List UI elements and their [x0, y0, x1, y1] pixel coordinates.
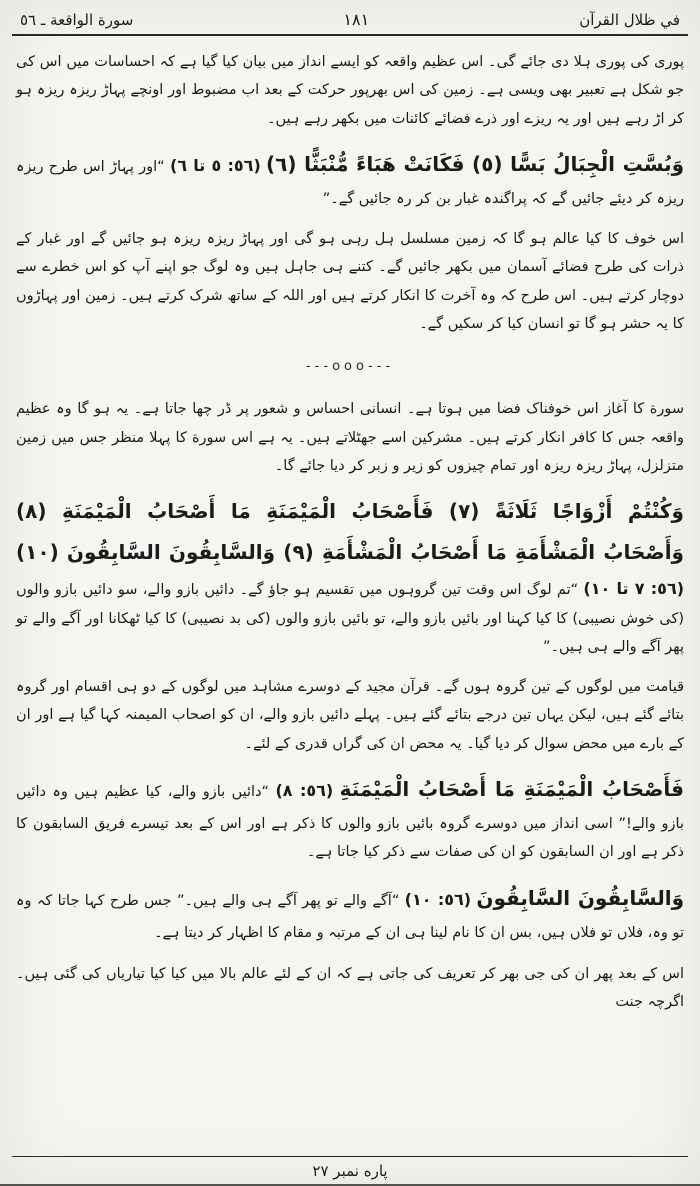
verse-arabic-text: وَكُنْتُمْ أَزْوَاجًا ثَلَاثَةً (٧) فَأَصْحَابُ الْمَيْمَنَةِ مَا أَصْحَابُ الْمَيْمَنَةِ (٨) وَأَصْحَابُ الْمَشْأَمَةِ مَا أَصْحَابُ الْمَشْأَمَةِ (٩) وَالسَّابِقُونَ السَّابِقُونَ (١٠) — [16, 499, 684, 565]
verse-arabic-text: فَأَصْحَابُ الْمَيْمَنَةِ مَا أَصْحَابُ الْمَيْمَنَةِ — [339, 776, 685, 801]
verse-arabic-text: وَبُسَّتِ الْجِبَالُ بَسًّا (٥) فَكَانَتْ هَبَاءً مُّنْبَثًّا (٦) — [266, 151, 685, 176]
quran-verse-1 — [16, 144, 684, 213]
body-paragraph-3: سورة کا آغاز اس خوفناک فضا میں ہوتا ہے۔ انسانی احساس و شعور پر ڈر چھا جاتا ہے۔ یہ ہو گا وہ عظیم واقعہ جس کا کافر انکار کرتے ہیں۔ مشرکین اسے جھٹلاتے ہیں۔ یہ ہے اس سورة کا پہلا منظر جس میں زمین متزلزل، پہاڑ ریزہ ریزہ اور تمام چیزوں کو زیر و زبر کر دیا جائے گا۔ — [16, 401, 684, 474]
page-header — [16, 8, 684, 34]
verse-arabic-text: وَالسَّابِقُونَ السَّابِقُونَ — [476, 886, 685, 911]
footer-para-number: پاره نمبر ۲۷ — [312, 1162, 388, 1180]
body-paragraph-4: قیامت میں لوگوں کے تین گروہ ہوں گے۔ قرآن مجید کے دوسرے مشاہد میں لوگوں کے دو ہی اقسام اور گروہ بتائے گئے ہیں، لیکن یہاں تین درجے بتائے گئے ہیں۔ پہلے دائیں بازو والے، ان کو اصحاب المیمنہ کہا گیا ہے اور ان کے بارے میں محض سوال کر دیا گیا۔ یہ محض ان کی گراں قدری کے لئے۔ — [16, 679, 684, 752]
verse-reference: (٥٦: ٥ تا ٦) — [169, 155, 261, 175]
verse-translation: “اور پہاڑ اس طرح ریزہ ریزہ کر دیئے جائیں گے کہ پراگندہ غبار بن کر رہ جائیں گے۔” — [16, 158, 684, 207]
verse-commentary: اسی انداز میں دوسرے گروہ بائیں بازو والوں کا ذکر ہے اور اس کے بعد تیسرے فریق السابقون کا ذکر ہے اور ان السابقون کو ان کی صفات سے ذکر کیا جاتا ہے۔ — [16, 815, 684, 861]
header-surah-label: سورة الواقعة ـ ٥٦ — [20, 11, 134, 29]
page-body — [16, 36, 684, 1156]
body-paragraph-5: اس کے بعد پھر ان کی جی بھر کر تعریف کی جاتی ہے کہ ان کے لئے عالم بالا میں کیا کیا تیاریاں کی گئی ہیں۔ اگرچہ جنت — [16, 965, 684, 1010]
section-separator: ---ooo--- — [305, 359, 395, 375]
quran-verse-2 — [16, 491, 684, 661]
verse-reference: (٥٦: ٧ تا ١٠) — [583, 579, 685, 599]
page-footer — [16, 1156, 684, 1186]
verse-translation: “تم لوگ اس وقت تین گروہوں میں تقسیم ہو جاؤ گے۔ دائیں بازو والے، سو دائیں بازو والوں (کی خوش نصیبی) کا کیا کہنا اور بائیں بازو والے، تو بائیں بازو والوں (کی بد نصیبی) کا کیا ٹھکانا اور آگے والے تو پھر آگے والے ہی ہیں۔” — [16, 582, 684, 655]
header-page-number: ١٨١ — [343, 10, 370, 29]
body-paragraph-2: اس خوف کا کیا عالم ہو گا کہ زمین مسلسل ہل رہی ہو گی اور پہاڑ ریزہ ریزہ ہو جائیں گے اور غبار کے ذرات کی طرح فضائے آسمان میں بکھر جائیں گے۔ کتنے ہی جاہل ہیں وہ لوگ جو اپنے آپ کو اس خطرے سے دوچار کرتے ہیں۔ اس طرح کہ وہ آخرت کا انکار کرتے ہیں اور اللہ کے ساتھ شرک کرتے ہیں۔ زمین اور پہاڑوں کا یہ حشر ہو گا تو انسان کیا کر سکیں گے۔ — [16, 231, 684, 332]
header-book-title: في ظلال القرآن — [579, 11, 680, 29]
verse-reference: (٥٦: ١٠) — [404, 890, 472, 910]
quran-verse-4 — [16, 878, 684, 947]
verse-translation: “آگے والے تو پھر آگے ہی والے ہیں۔” — [176, 893, 400, 910]
verse-translation: “دائیں بازو والے، کیا عظیم ہیں وہ دائیں بازو والے!” — [16, 783, 684, 832]
verse-reference: (٥٦: ٨) — [275, 780, 334, 800]
body-paragraph-1: پوری کی پوری ہلا دی جائے گی۔ اس عظیم واقعہ کو ایسے انداز میں بیان کیا گیا ہے کہ احساسات میں اس کی جو شکل ہے تعبیر بھی ویسی ہے۔ زمین کی اس بھرپور حرکت کے بعد اب مضبوط اور اونچے پہاڑ ریزہ ریزہ ہو کر اڑ رہے ہیں اور یہ ریزے اور ذرے فضائے کائنات میں بکھر رہے ہیں۔ — [16, 54, 684, 127]
quran-verse-3 — [16, 769, 684, 867]
verse-commentary: جس طرح کہا جاتا کہ وہ تو وہ، فلاں تو فلاں ہیں، بس ان کا نام لینا ہی ان کے مرتبہ و مقام کا اظہار کر دیتا ہے۔ — [16, 893, 684, 942]
